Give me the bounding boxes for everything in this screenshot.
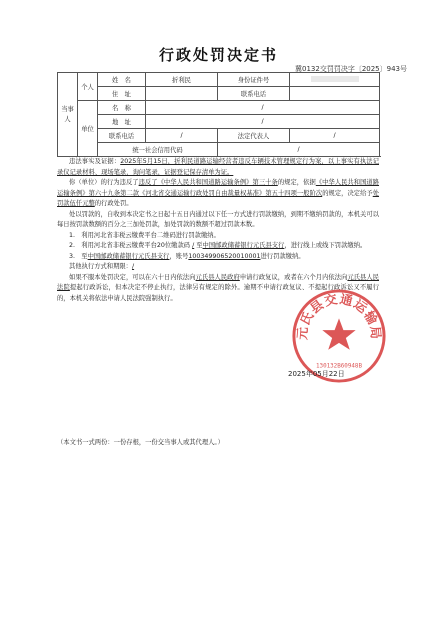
unit-label: 单位: [78, 101, 98, 157]
redacted-mark: [311, 76, 359, 82]
payment-method-3: 3. 至中国邮政储蓄银行元氏县支行，账号100349906520010001进行罚款缴纳。: [69, 252, 305, 260]
phone-label: 联系电话: [218, 87, 290, 101]
unit-name-value: /: [146, 101, 380, 115]
id-value: [290, 73, 380, 87]
credit-code-label: 统一社会信用代码: [98, 143, 218, 157]
facts-paragraph: 违法事实及证据：2025年5月15日，折利民道路运输经营者违反车辆技术管理规定行为案，以上事实有执法记录仪记录材料、现场笔录，询问笔录，证据登记保存清单为证。: [57, 158, 380, 176]
legal-rep-value: /: [290, 129, 380, 143]
party-label: 当事人: [58, 73, 78, 157]
address-value: [146, 87, 218, 101]
id-label: 身份证件号: [218, 73, 290, 87]
unit-address-value: /: [146, 115, 380, 129]
seal-text: 元氏县交通运输局: [295, 292, 383, 341]
payment-method-2: 2. 利用河北省非税云缴费平台20位缴款码 / 至中国邮政储蓄银行元氏县支行，进行线上或线下罚款缴纳。: [69, 242, 367, 249]
address-label: 住 址: [98, 87, 146, 101]
decision-body: [57, 157, 379, 304]
document-title: 行政处罚决定书: [158, 46, 278, 64]
name-label: 姓 名: [98, 73, 146, 87]
phone-value: [290, 87, 380, 101]
other-methods: 其他执行方式和期限：/: [69, 263, 135, 270]
appeal-paragraph: 如果不服本处罚决定，可以在六十日内依法向元氏县人民政府申请行政复议，或者在六个月内依法向元氏县人民法院提起行政诉讼，但本决定不停止执行，法律另有规定的除外。逾期不申请行政复议、不提起行政诉讼又不履行的，本机关将依法申请人民法院强制执行。: [57, 273, 380, 302]
document-number: 冀0132交罚罚决字〔2025〕943号: [295, 65, 407, 73]
payment-method-1: 1. 利用河北省非税云缴费平台二维码进行罚款缴纳。: [69, 231, 220, 239]
party-info-table: [57, 72, 380, 157]
credit-code-value: /: [218, 143, 380, 157]
decision-date: 2025年05月22日: [288, 370, 345, 378]
unit-name-label: 名 称: [98, 101, 146, 115]
legal-rep-label: 法定代表人: [218, 129, 290, 143]
copy-note: （本文书一式两份：一份存根，一份交当事人或其代理人。）: [57, 439, 224, 446]
individual-label: 个人: [78, 73, 98, 101]
unit-phone-value: /: [146, 129, 218, 143]
payment-deadline-paragraph: 处以罚款的，自收到本决定书之日起十五日内通过以下任一方式进行罚款缴纳，到期不缴纳罚款的，本机关可以每日按罚款数额的百分之三加处罚款，加处罚款的数额不超过罚款本数。: [57, 210, 379, 228]
seal-star-icon: [322, 318, 355, 349]
name-value: 折利民: [146, 73, 218, 87]
unit-phone-label: 联系电话: [98, 129, 146, 143]
violation-paragraph: 你（单位）的行为违反了违反了《中华人民共和国道路运输条例》第三十条的规定，依据《中华人民共和国道路运输条例》第六十九条第二款《河北省交通运输行政处罚自由裁量权基准》第五十四项一般阶次的规定，决定给予处罚款伍仟元整的行政处罚。: [57, 179, 380, 207]
unit-address-label: 地 址: [98, 115, 146, 129]
seal-number: 130132B60948B: [316, 363, 362, 370]
